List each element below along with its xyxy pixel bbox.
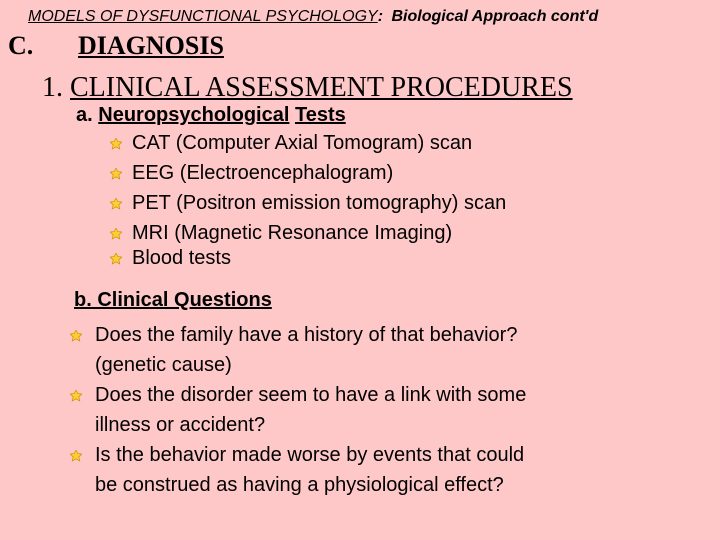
part-b-heading: b. Clinical Questions [74,289,272,311]
sun-bullet-icon [70,390,82,402]
part-a-heading-word1: Neuropsychological [98,104,290,126]
part-a-heading [76,104,346,127]
subsection-number: 1. [42,72,63,103]
question-line: illness or accident? [95,414,266,436]
list-item [110,132,472,155]
list-item-text: PET (Positron emission tomography) scan [132,192,507,214]
list-item [110,192,506,215]
sun-bullet-icon [110,253,122,265]
question-line: Does the disorder seem to have a link with some [95,384,527,406]
list-item-text: EEG (Electroencephalogram) [132,162,394,184]
header-colon: : [377,8,384,25]
subsection-heading [42,72,573,104]
slide-header [28,8,598,26]
list-item [110,222,452,245]
sun-bullet-icon [110,138,122,150]
part-a-prefix: a. [76,104,93,126]
list-item-text: CAT (Computer Axial Tomogram) scan [132,132,473,154]
list-item [110,162,393,185]
sun-bullet-icon [70,330,82,342]
subsection-title: CLINICAL ASSESSMENT PROCEDURES [70,72,573,103]
sun-bullet-icon [110,168,122,180]
question-line: Is the behavior made worse by events that could [95,444,525,466]
section-letter: C. [8,31,34,60]
question-line: (genetic cause) [95,354,232,376]
question-line: be construed as having a physiological effect? [95,474,504,496]
sun-bullet-icon [110,198,122,210]
question-line: Does the family have a history of that behavior? [95,324,518,346]
list-item [110,247,231,270]
course-label: MODELS OF DYSFUNCTIONAL PSYCHOLOGY [28,8,378,25]
sun-bullet-icon [70,450,82,462]
list-item-text: MRI (Magnetic Resonance Imaging) [132,222,453,244]
list-item-text: Blood tests [132,247,231,269]
section-title: DIAGNOSIS [78,31,224,60]
part-a-heading-word2: Tests [294,104,346,126]
sun-bullet-icon [110,228,122,240]
topic-label: Biological Approach cont'd [391,8,599,25]
